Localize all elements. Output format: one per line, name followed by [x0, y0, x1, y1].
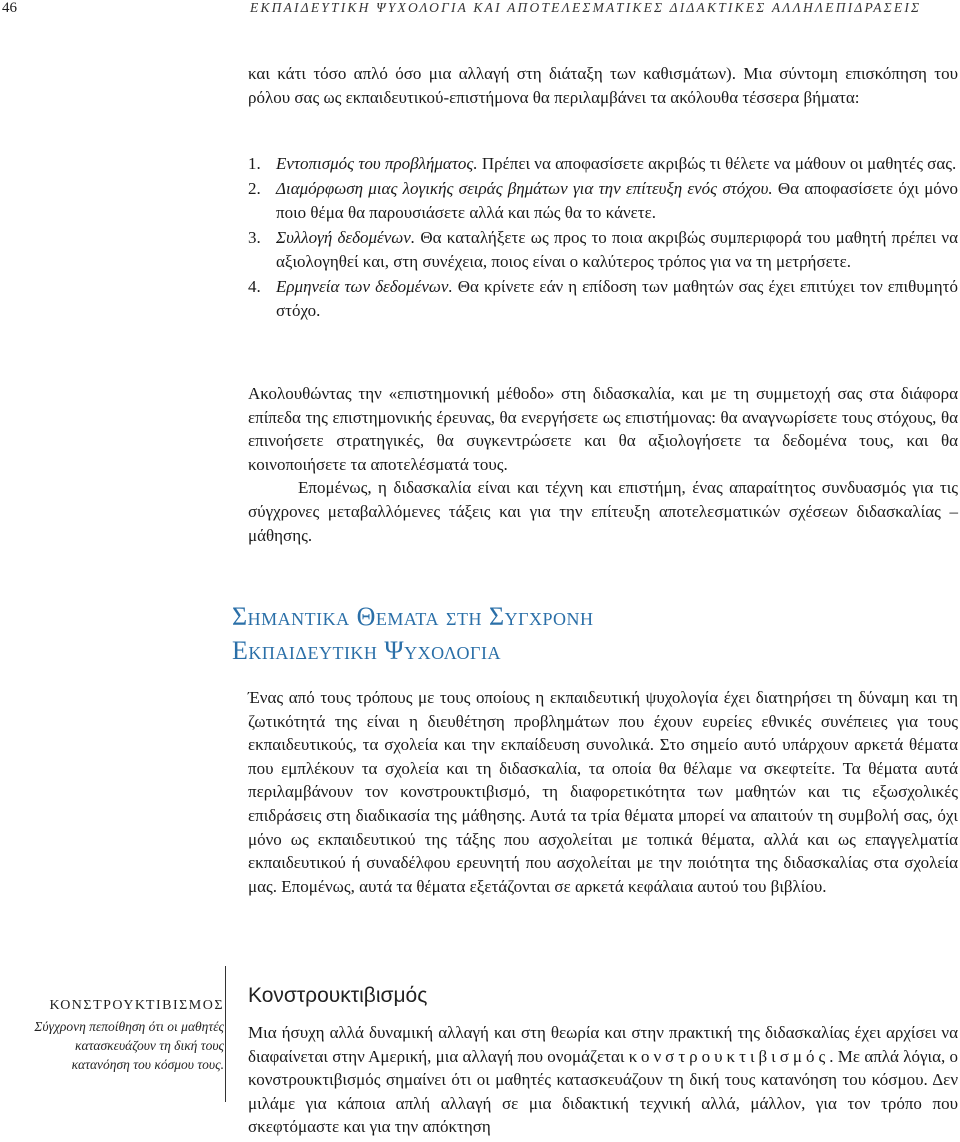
- intro-text: και κάτι τόσο απλό όσο μια αλλαγή στη διάταξη των καθισμάτων). Μια σύντομη επισκόπηση του ρόλου σας ως εκπαιδευτικού-επιστήμονα θα περιλαμβάνει τα ακόλουθα τέσσερα βήματα:: [248, 64, 958, 107]
- method-section: [248, 382, 958, 547]
- running-title: ΕΚΠΑΙΔΕΥΤΙΚΗ ΨΥΧΟΛΟΓΙΑ ΚΑΙ ΑΠΟΤΕΛΕΣΜΑΤΙΚΕΣ ΔΙΔΑΚΤΙΚΕΣ ΑΛΛΗΛΕΠΙΔΡΑΣΕΙΣ: [250, 0, 922, 15]
- step-text: Πρέπει να αποφασίσετε ακριβώς τι θέλετε να μάθουν οι μαθητές σας.: [477, 154, 957, 173]
- step-text: Θα αποφασίσετε όχι μόνο ποιο θέμα θα παρουσιάσετε αλλά και πώς θα το κάνετε.: [276, 179, 958, 222]
- key-term: κονστρουκτιβισμός: [628, 1046, 830, 1066]
- step-number: 3.: [248, 228, 261, 247]
- sidebar-divider: [225, 966, 226, 1102]
- subheading: Κονστρουκτιβισμός: [248, 984, 428, 1007]
- constructivism-text: . Με απλά λόγια, ο κονστρουκτιβισμός σημαίνει ότι οι μαθητές κατασκευάζουν τη δική τους κατανόηση του κόσμου. Δεν μιλάμε για κάποια απλή αλλαγή σε μια διδακτική τεχνική αλλά, μάλλον, για τον τρόπο που σκεφτόμαστε και για την απόκτηση: [248, 1046, 958, 1137]
- glossary-definition: Σύγχρονη πεποίθηση ότι οι μαθητές κατασκευάζουν τη δική τους κατανόηση του κόσμου τους.: [34, 1019, 224, 1072]
- step-lead: Εντοπισμός του προβλήματος.: [276, 154, 478, 173]
- list-item: [248, 177, 958, 225]
- step-lead: Ερμηνεία των δεδομένων.: [276, 277, 453, 296]
- method-paragraph: Ακολουθώντας την «επιστημονική μέθοδο» στη διδασκαλία, και με τη συμμετοχή σας στα διάφορα επίπεδα της επιστημονικής έρευνας, θα ενεργήσετε ως επιστήμονας: θα αναγνωρίσετε τους στόχους, θα επινοήσετε στρατηγικές, θα συγκεντρώσετε και θα αξιολογήσετε τα δεδομένα τους, και θα κοινοποιήσετε τα αποτελέσματά τους.: [248, 384, 958, 474]
- constructivism-section: [248, 1021, 958, 1139]
- step-number: 1.: [248, 154, 261, 173]
- page-header: [0, 0, 960, 24]
- section-title: [232, 600, 952, 668]
- glossary-term: ΚΟΝΣΤΡΟΥΚΤΙΒΙΣΜΟΣ: [49, 998, 224, 1013]
- issues-section: [248, 686, 958, 898]
- art-science-paragraph: Επομένως, η διδασκαλία είναι και τέχνη και επιστήμη, ένας απαραίτητος συνδυασμός για τις σύγχρονες μεταβαλλόμενες τάξεις και για την επίτευξη αποτελεσματικών σχέσεων διδασκαλίας – μάθησης.: [248, 478, 958, 545]
- step-lead: Συλλογή δεδομένων.: [276, 228, 416, 247]
- step-number: 4.: [248, 277, 261, 296]
- constructivism-paragraph: [248, 1021, 958, 1139]
- list-item: [248, 226, 958, 274]
- intro-paragraph: [248, 62, 958, 109]
- step-text: Θα καταλήξετε ως προς το ποια ακριβώς συμπεριφορά του μαθητή πρέπει να αξιολογηθεί και, στη συνέχεια, ποιος είναι ο καλύτερος τρόπος για να τη μετρήσετε.: [276, 228, 958, 271]
- margin-glossary: [30, 998, 224, 1074]
- step-number: 2.: [248, 179, 261, 198]
- steps-list: [248, 152, 958, 324]
- step-text: Θα κρίνετε εάν η επίδοση των μαθητών σας έχει επιτύχει τον επιθυμητό στόχο.: [276, 277, 958, 320]
- page-number: 46: [2, 0, 17, 16]
- constructivism-text: Μια ήσυχη αλλά δυναμική αλλαγή και στη θεωρία και στην πρακτική της διδασκαλίας έχει αρχίσει να διαφαίνεται στην Αμερική, μια αλλαγή που ονομάζεται: [248, 1023, 958, 1066]
- list-item: [248, 275, 958, 323]
- section-title-line: Σημαντικα Θεματα στη Συγχρονη: [232, 602, 594, 631]
- section-title-line: Εκπαιδευτικη Ψυχολογια: [232, 636, 501, 665]
- issues-paragraph: Ένας από τους τρόπους με τους οποίους η εκπαιδευτική ψυχολογία έχει διατηρήσει τη δύναμη και τη ζωτικότητά της είναι η διευθέτηση προβλημάτων που έχουν ευρείες εθνικές συνέπειες για τους εκπαιδευτικούς, τα σχολεία και την εκπαίδευση συνολικά. Στο σημείο αυτό υπάρχουν αρκετά θέματα που εμπλέκουν τα σχολεία και τη διδασκαλία, τα οποία θα θέλαμε να σκεφτείτε. Τα θέματα αυτά περιλαμβάνουν τον κονστρουκτιβισμό, τη διαφορετικότητα των μαθητών και τις εξωσχολικές επιδράσεις στη διαδικασία της μάθησης. Αυτά τα τρία θέματα μπορεί να απαιτούν τη συμβολή σας, όχι μόνο ως εκπαιδευτικού της τάξης που ασχολείται με τοπικά θέματα, αλλά και ως επαγγελματία εκπαιδευτικού ή συναδέλφου ερευνητή που ασχολείται με την ποιότητα της διδασκαλίας στα σχολεία μας. Επομένως, αυτά τα θέματα εξετάζονται σε αρκετά κεφάλαια αυτού του βιβλίου.: [248, 688, 958, 896]
- step-lead: Διαμόρφωση μιας λογικής σειράς βημάτων για την επίτευξη ενός στόχου.: [276, 179, 773, 198]
- list-item: [248, 152, 958, 176]
